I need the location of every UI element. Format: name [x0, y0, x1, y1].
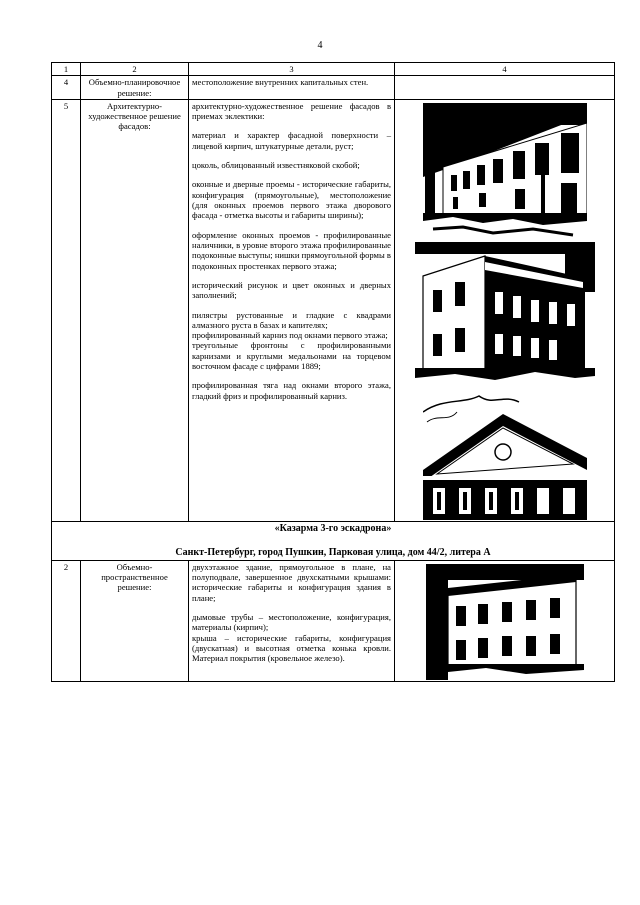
- description-paragraph: архитектурно-художественное решение фасадов в приемах эклектики:: [192, 100, 391, 122]
- description-paragraph: дымовые трубы – местоположение, конфигурация, материалы (кирпич);: [192, 612, 391, 633]
- column-header-3: 3: [189, 63, 395, 76]
- building-photo-pediment: [423, 392, 587, 520]
- image-cell-empty: [395, 76, 615, 100]
- row-number: 4: [52, 76, 81, 100]
- row-description: [189, 99, 395, 521]
- description-text: местоположение внутренних капитальных стен.: [192, 77, 369, 88]
- section-title: «Казарма 3-го эскадрона»: [274, 522, 392, 534]
- column-header-1: 1: [52, 63, 81, 76]
- photo-cell: [395, 560, 615, 681]
- photo-cell: [395, 99, 615, 521]
- description-paragraph: профилированная тяга над окнами второго этажа, гладкий фриз и профилированный карниз.: [192, 380, 391, 401]
- table-row: [52, 76, 615, 100]
- row-number: 5: [52, 99, 81, 521]
- description-paragraph: материал и характер фасадной поверхности – лицевой кирпич, штукатурные детали, руст;: [192, 130, 391, 151]
- column-header-4: 4: [395, 63, 615, 76]
- building-photo-barracks: [426, 564, 584, 680]
- row-description: [189, 560, 395, 681]
- table-row: [52, 99, 615, 521]
- description-paragraph: пилястры рустованные и гладкие с квадрами алмазного руста в базах и капителях;: [192, 309, 391, 330]
- table-header-row: [52, 63, 615, 76]
- column-header-2: 2: [81, 63, 189, 76]
- description-paragraph: треугольные фронтоны с профилированными карнизами и круглыми медальонами на торцевом восточном фасаде с цифрами 1889;: [192, 340, 391, 372]
- building-photo-courtyard: [423, 103, 587, 240]
- row-label: Объемно-планировочное решение:: [81, 76, 189, 100]
- section-address: Санкт-Петербург, город Пушкин, Парковая улица, дом 44/2, литера А: [175, 546, 491, 558]
- row-label: Объемно-пространственное решение:: [81, 560, 189, 681]
- building-photo-corner: [415, 242, 595, 390]
- row-number: 2: [52, 560, 81, 681]
- description-paragraph: исторический рисунок и цвет оконных и дверных заполнений;: [192, 279, 391, 301]
- description-paragraph: профилированный карниз под окнами первого этажа;: [192, 330, 388, 341]
- row-label: Архитектурно-художественное решение фасадов:: [81, 99, 189, 521]
- protected-features-table: [51, 62, 615, 682]
- page-number: 4: [317, 40, 323, 51]
- table-row: [52, 560, 615, 681]
- row-description: [189, 76, 395, 100]
- section-header: [52, 521, 615, 560]
- description-paragraph: оформление оконных проемов - профилированные наличники, в уровне второго этажа профилированные подоконные выступы; нишки прямоугольной формы в подоконных простенках первого этажа;: [192, 229, 391, 271]
- section-header-row: [52, 521, 615, 560]
- description-paragraph: двухэтажное здание, прямоугольное в плане, на полуподвале, завершенное двухскатными крышами: исторические габариты и конфигурация здания в плане;: [192, 561, 391, 603]
- description-paragraph: цоколь, облицованный известняковой скобой;: [192, 160, 360, 171]
- description-paragraph: крыша – исторические габариты, конфигурация (двускатная) и высотная отметка конька кровли. Материал покрытия (кровельное железо).: [192, 632, 391, 664]
- description-paragraph: оконные и дверные проемы - исторические габариты, конфигурация (прямоугольные), местоположение (для оконных проемов первого этажа дворового фасада - отметка высоты и габариты ширины);: [192, 179, 391, 221]
